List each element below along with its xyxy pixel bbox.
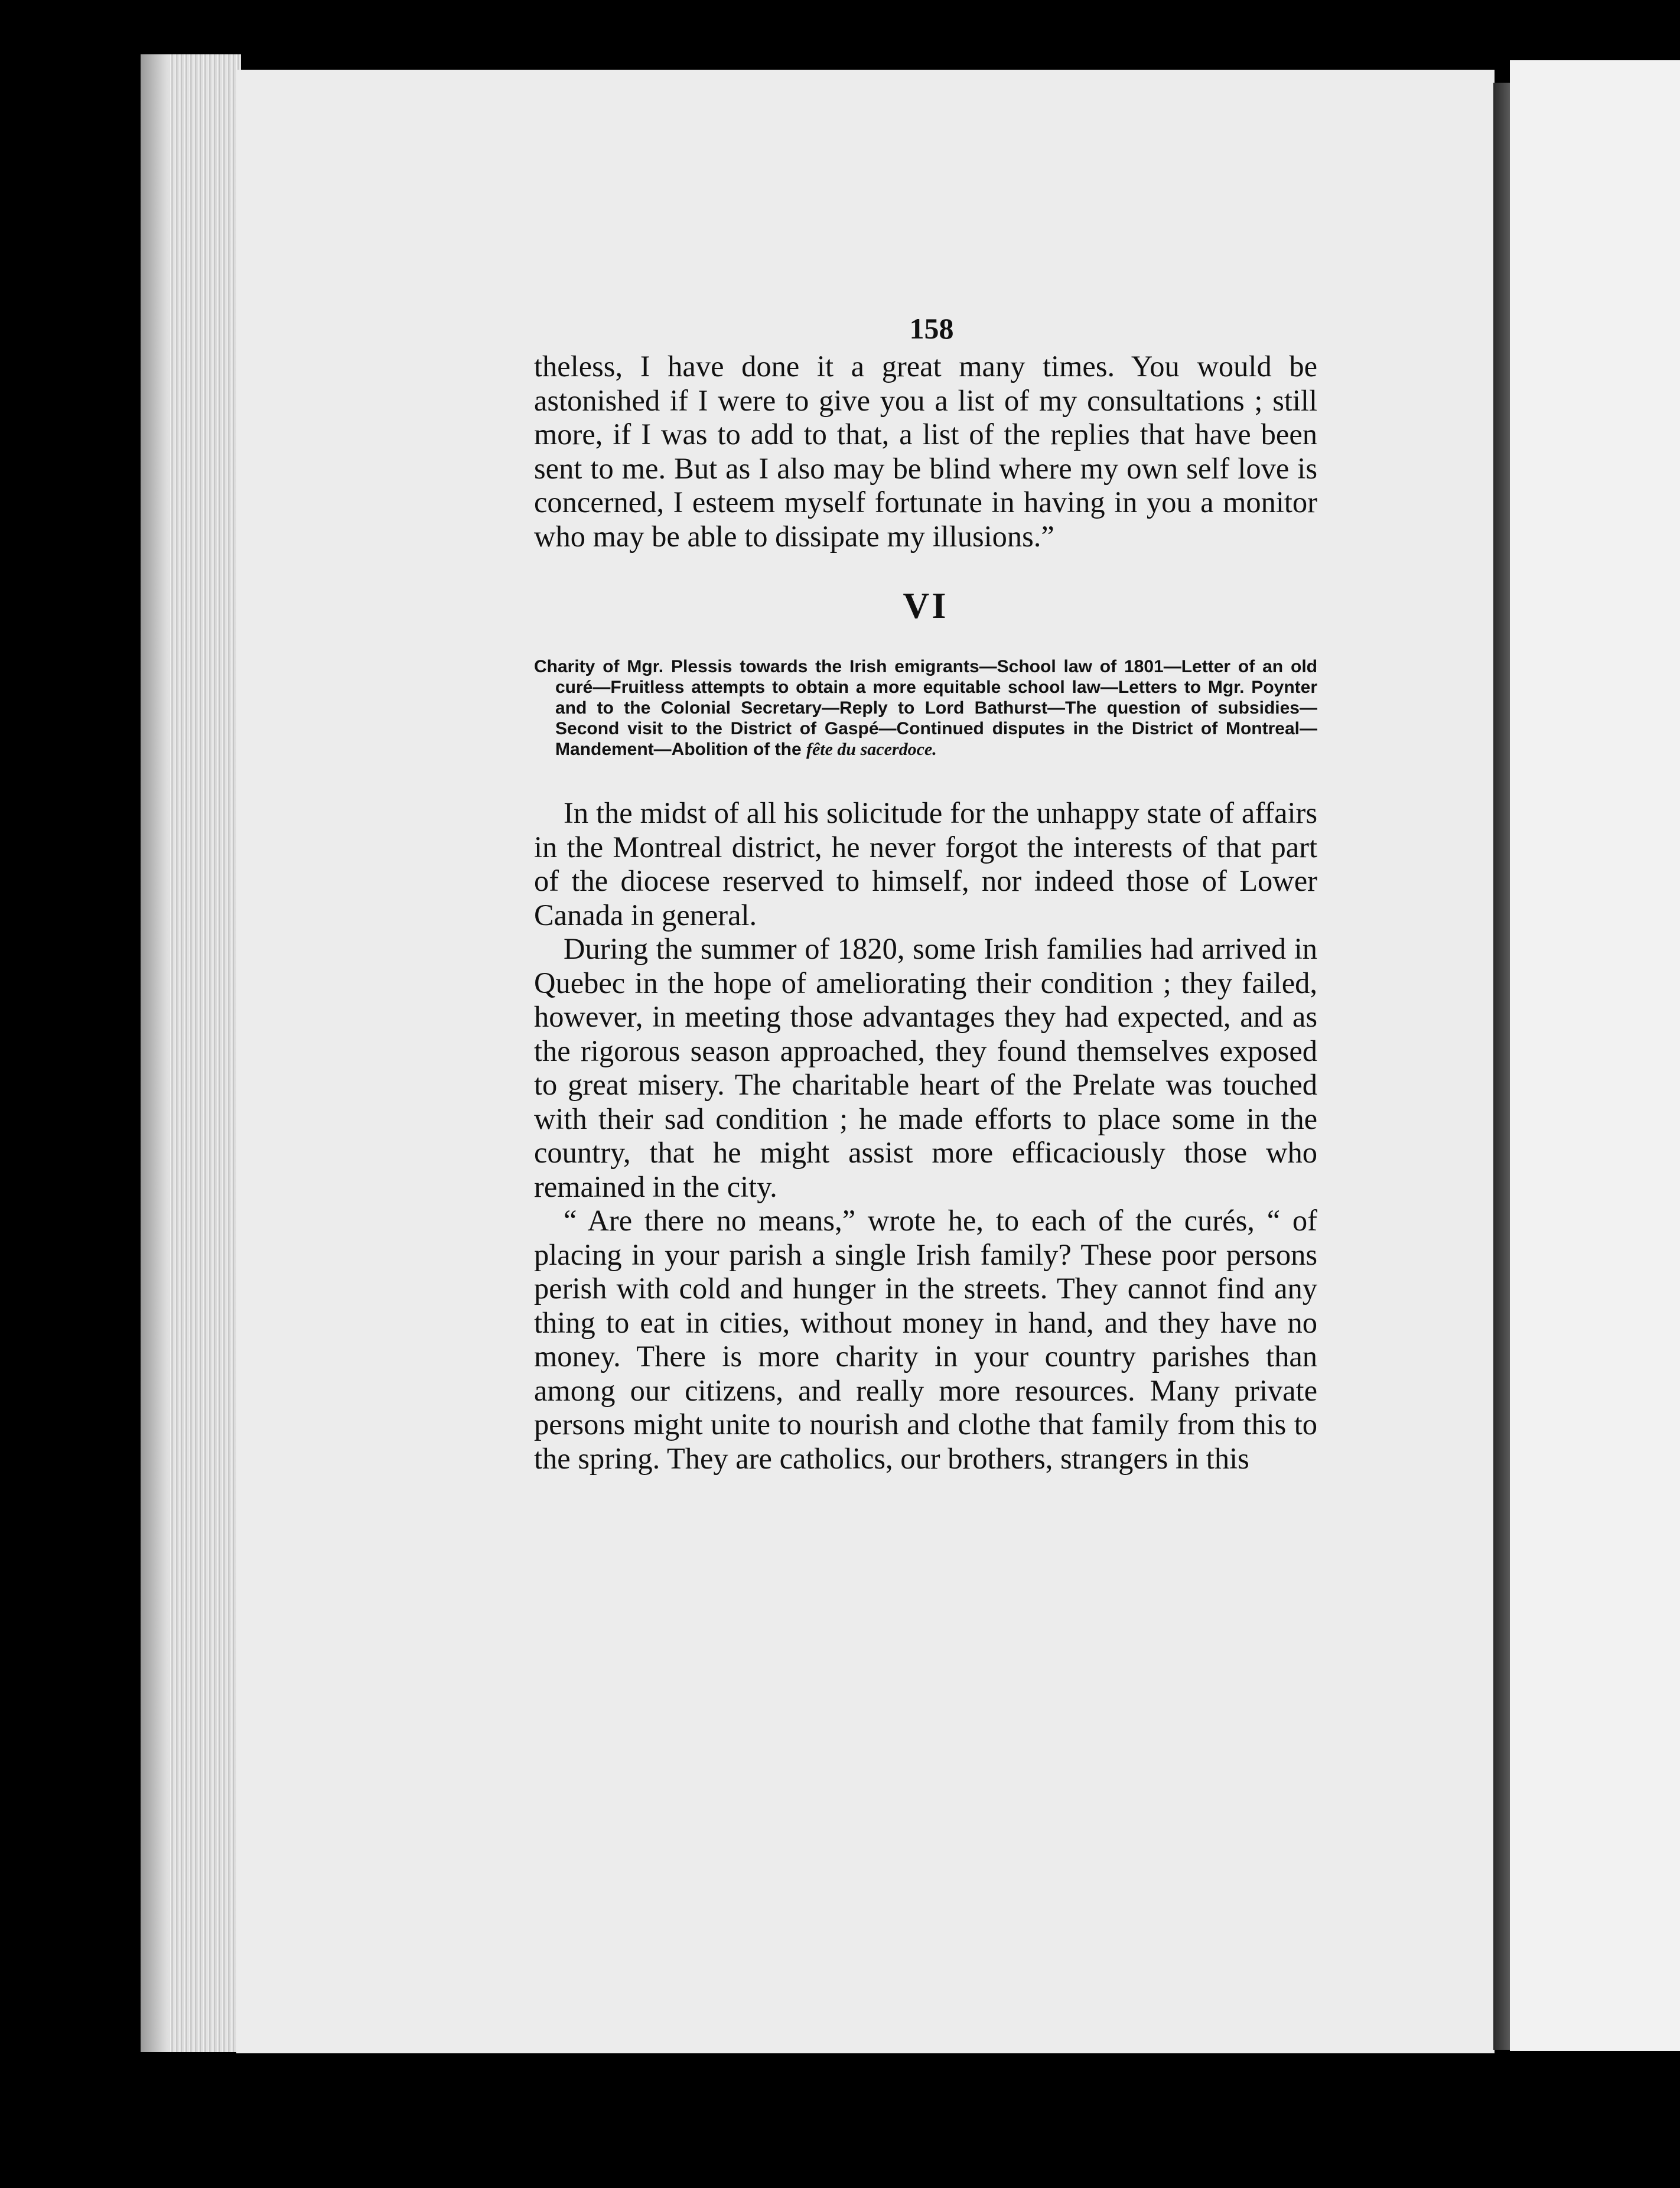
- body-paragraph-3: “ Are there no means,” wrote he, to each of the curés, “ of placing in your parish a single Irish family? These poor persons perish with cold and hunger in the streets. They cannot find any thing to eat in cities, without money in hand, and they have no money. There is more charity in your country parishes than among our citizens, and really more resources. Many private persons might unite to nourish and clothe that family from this to the spring. They are catholics, our brothers, strangers in this: [534, 1204, 1317, 1475]
- page-number: 158: [909, 312, 954, 345]
- book-page-edges: [141, 54, 241, 2052]
- page-content: [534, 307, 1317, 1476]
- chapter-summary-italic: fête du sacerdoce.: [806, 740, 937, 759]
- chapter-heading: VI: [903, 586, 949, 626]
- body-paragraph-2: During the summer of 1820, some Irish families had arrived in Quebec in the hope of ameliorating their condition ; they failed, however, in meeting those advantages they had expected, and as the rigorous season approached, they found themselves exposed to great misery. The charitable heart of the Prelate was touched with their sad condition ; he made efforts to place some in the country, that he might assist more efficaciously those who remained in the city.: [534, 932, 1317, 1203]
- chapter-summary-text: Charity of Mgr. Plessis towards the Irish emigrants—School law of 1801—Letter of an old curé—Fruitless attempts to obtain a more equitable school law—Letters to Mgr. Poynter and to the Colonial Secretary—Reply to Lord Bathurst—The question of subsidies—Second visit to the District of Gaspé—Continued disputes in the District of Montreal—Mandement—Abolition of the: [534, 657, 1317, 759]
- chapter-summary: [534, 656, 1317, 760]
- book-gutter: [1493, 83, 1510, 2050]
- facing-page-edge: [1510, 60, 1680, 2051]
- body-paragraph-1: In the midst of all his solicitude for the unhappy state of affairs in the Montreal district, he never forgot the interests of that part of the diocese reserved to himself, nor indeed those of Lower Canada in general.: [534, 796, 1317, 932]
- opening-paragraph: theless, I have done it a great many times. You would be astonished if I were to give you a list of my consultations ; still more, if I was to add to that, a list of the replies that have been sent to me. But as I also may be blind where my own self love is concerned, I esteem myself fortunate in having in you a monitor who may be able to dissipate my illusions.”: [534, 350, 1317, 553]
